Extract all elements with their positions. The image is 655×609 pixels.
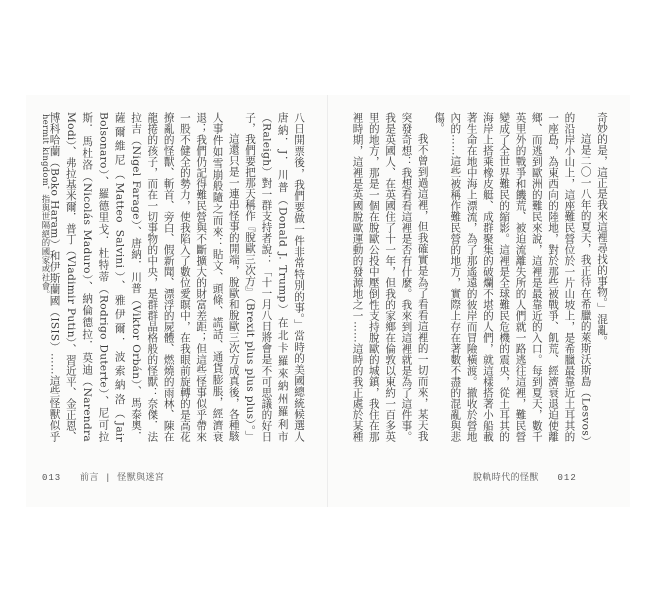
right-page-body	[350, 112, 610, 442]
running-head: 脫軌時代的怪獸	[473, 472, 539, 482]
paragraph: 八日開票後，我們要做一件非常特別的事。」當時的美國總統候選人唐納．J．川普（Donald J. Trump）在北卡羅來納州羅利市（Raleigh）對一群支持者說：「十一月八日將會是不可思議的好日子，我們要把那天稱作『脫歐三次方』（Brexit plus plus plus）。」	[244, 112, 305, 442]
paragraph: 奇妙的是，這正是我來這裡尋找的事物。」混亂。	[596, 112, 608, 347]
running-head: 前言	[79, 472, 99, 482]
paragraph: 這還只是一連串怪事的開端，脫歐和脫歐三次方成真後，各種駭人事件如雪崩般隨之而來：貼文、頭條、謊話、通貨膨脹，經濟衰退；我們仍記得難民營與不斷擴大的財富差距；但這些怪事似乎帶來一股不健全的勢力，使我陷入了數位愛瞑中，在我眼前旋轉的是高花撩亂的怪獸、斬首、旁白、假新聞、漂浮的屍體、燃燒的雨林、陳在龍捲的孩子，而在一切事物的中央，是群群晶格般的怪獸：奈傑．法拉吉（Nigel Farage）、唐納．川普（Viktor Orbán）、馬泰奧．薩爾維尼（Matteo Salvini）、雅伊爾．波索納洛（Jair Bolsonaro）、羅德里戈．杜特蒂（Rodrigo Duterte）、尼可拉斯．馬杜洛（Nicolás Maduro）、納倫德拉．莫迪（Narendra Modi）、弗拉基米爾．普丁（Vladimir Putin）、習近平、金正恩、博科哈蘭（Boko Haram）和伊斯蘭國（ISIS）……這些怪獸似乎	[48, 112, 240, 442]
paragraph: 我不曾到過這裡，但我確實是為了看看這裡的一切而來，某天我突發奇想：我想看看這裡是否有什麼。我來到這裡就是為了這件事。我是英國人、在英國住了十一年，但我的家鄉在倫敦以東約一百多英里的地方，那是一個在脫歐公投中壓倒性支持脫歐的城鎮，我住在那裡時期，這裡是英國脫歐運動的發源地之一……這時的我正處於某種	[351, 112, 429, 442]
running-subtitle: 怪獸與迷宮	[117, 472, 165, 482]
left-page-body	[45, 112, 307, 442]
footnote: hermit kingdom，指與世隔絕的國家或社會。	[41, 114, 51, 300]
paragraph: 這是二〇一八年的夏天，我正待在希臘的萊斯沃斯島（Lesvos）的沿岸小山上，這座難民營位於一片山坡上，是希臘最靠近土耳其的一座島，為東西向的陸地，對於那些被戰爭、飢荒、經濟衰退迫使離鄉、而逃到歐洲的難民來說，這裡是最靠近的入口。每到夏天，數千英里外的戰爭和饑荒、被迫流離失所的人們就一路逃往這裡，難民營變成了全世界難民的縮影。這裡是全球難民危機的震央，從土耳其的海岸上搭乘橡皮艇、成群聚集的破爛不堪的人們，就這樣搭著小船載著生命在地中海上漂流，為了那遙遠的彼岸而冒險橫渡。撤收於營地內的……這些被稱作難民營的地方，實際上存在著數不盡的混亂與悲傷。	[433, 112, 592, 442]
book-spine	[327, 95, 328, 507]
page-number: 013	[42, 473, 62, 483]
page-number: 012	[557, 473, 577, 483]
right-folio	[473, 470, 577, 483]
left-folio: 013 前言 | 怪獸與迷宮	[42, 472, 165, 483]
